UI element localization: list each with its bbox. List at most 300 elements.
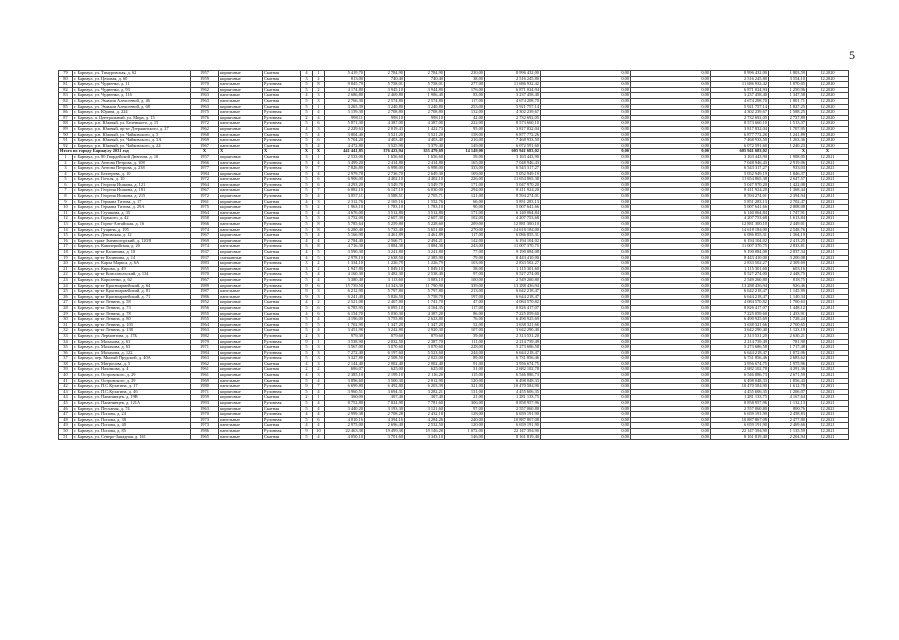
- table-cell: 13 288 436,94: [711, 283, 769, 289]
- table-cell: 800,76: [769, 406, 807, 412]
- table-cell: 0,00: [631, 104, 711, 110]
- table-cell: 3 884,30: [405, 244, 445, 250]
- table-cell: 0,00: [631, 110, 711, 116]
- table-cell: 1959: [191, 395, 219, 401]
- table-cell: 4 167,64: [769, 395, 807, 401]
- table-cell: 5: [301, 222, 313, 228]
- table-cell: 5: [301, 350, 313, 356]
- table-cell: 8: [313, 222, 325, 228]
- table-cell: 4: [301, 300, 313, 306]
- table-cell: 4 402,10: [365, 177, 405, 183]
- table-cell: 0,00: [541, 384, 631, 390]
- table-cell: 6 546 886,73: [711, 373, 769, 379]
- table-cell: 0,00: [631, 76, 711, 82]
- table-cell: 6 490 925,69: [711, 317, 769, 323]
- table-cell: Скатная: [263, 216, 301, 222]
- table-cell: г. Барнаул, пр-кт Калинина, д. 14: [73, 255, 191, 261]
- table-cell: 2 214 739,49: [485, 339, 541, 345]
- table-cell: 165,00: [445, 160, 485, 166]
- table-cell: 4 674 208,70: [485, 98, 541, 104]
- table-cell: 11 686 932,42: [485, 82, 541, 88]
- table-cell: 12.2021: [807, 227, 849, 233]
- table-cell: 4: [313, 406, 325, 412]
- table-cell: 1 803,59: [769, 71, 807, 77]
- table-cell: 3 554,10: [769, 76, 807, 82]
- table-cell: 12.2020: [807, 121, 849, 127]
- table-cell: 3 694,31: [365, 389, 405, 395]
- table-cell: 4 387,00: [365, 121, 405, 127]
- table-cell: 1952: [191, 300, 219, 306]
- table-cell: 1957: [191, 71, 219, 77]
- table-cell: 5: [301, 104, 313, 110]
- table-cell: 7: [59, 188, 73, 194]
- table-cell: г. Барнаул, ул. Папанинцев, д. 121А: [73, 401, 191, 407]
- table-cell: 3 163 443,90: [711, 154, 769, 160]
- table-cell: 13 288 436,94: [485, 283, 541, 289]
- table-cell: панельные: [219, 417, 263, 423]
- table-cell: г. Барнаул, пр-кт Ленина, д. 138: [73, 328, 191, 334]
- table-cell: 44: [59, 395, 73, 401]
- table-cell: 4: [313, 317, 325, 323]
- table-cell: 6 731 856,46: [711, 356, 769, 362]
- table-cell: 15 739,50: [325, 283, 365, 289]
- table-cell: 0,00: [631, 188, 711, 194]
- table-cell: 4 403,40: [365, 138, 405, 144]
- table-cell: 5: [301, 171, 313, 177]
- table-cell: 10: [59, 205, 73, 211]
- table-cell: 1983: [191, 261, 219, 267]
- table-cell: г. Барнаул, ул. Папанинцев, д. 19В: [73, 395, 191, 401]
- table-cell: 12.2021: [807, 345, 849, 351]
- table-cell: 8 594 274,01: [485, 194, 541, 200]
- table-cell: 5: [301, 138, 313, 144]
- table-cell: кирпичные: [219, 401, 263, 407]
- table-cell: 1967: [191, 277, 219, 283]
- table-cell: 0,00: [631, 412, 711, 418]
- table-cell: 0,00: [631, 429, 711, 435]
- table-cell: 2 144,40: [325, 361, 365, 367]
- table-cell: 5 273 686,58: [485, 345, 541, 351]
- table-cell: 1 717,48: [769, 345, 807, 351]
- table-cell: 0,00: [541, 395, 631, 401]
- table-cell: 740,40: [365, 76, 405, 82]
- table-cell: Скатная: [263, 300, 301, 306]
- table-cell: Скатная: [263, 266, 301, 272]
- table-cell: г. Барнаул, ул. Тимуровская, д. 62: [73, 71, 191, 77]
- table-cell: 4: [301, 238, 313, 244]
- table-cell: 0,00: [541, 417, 631, 423]
- table-cell: 277,00: [445, 82, 485, 88]
- table-cell: г. Барнаул, ул. Попова, д. 24: [73, 412, 191, 418]
- table-cell: 4 461,89: [365, 233, 405, 239]
- table-cell: 2 708,28: [365, 412, 405, 418]
- table-cell: 4: [313, 423, 325, 429]
- table-cell: г. Барнаул, ул. Северо-Западная, д. 161: [73, 434, 191, 440]
- table-cell: г. Барнаул, р.п. Южный, ул. Беленького, д. 15: [73, 121, 191, 127]
- table-cell: 5: [301, 210, 313, 216]
- table-cell: 2 394,94: [769, 194, 807, 200]
- table-cell: г. Барнаул, ул. Малахова, д. 61: [73, 339, 191, 345]
- table-cell: 1 612,78: [769, 384, 807, 390]
- table-cell: 6 095,10: [365, 305, 405, 311]
- table-cell: 14 618 184,00: [711, 227, 769, 233]
- table-cell: 1961: [191, 373, 219, 379]
- table-cell: 22: [59, 272, 73, 278]
- table-cell: 0,00: [541, 333, 631, 339]
- table-cell: 0,00: [541, 233, 631, 239]
- table-cell: 149,00: [445, 143, 485, 149]
- table-cell: 2 312,76: [325, 199, 365, 205]
- table-cell: 0,00: [541, 222, 631, 228]
- table-cell: 0,00: [541, 272, 631, 278]
- table-cell: 213,00: [445, 289, 485, 295]
- table-cell: 0,00: [541, 98, 631, 104]
- table-cell: 90: [59, 132, 73, 138]
- table-cell: 117,00: [445, 233, 485, 239]
- table-cell: 1 263,36: [769, 138, 807, 144]
- table-cell: 0,00: [631, 322, 711, 328]
- table-cell: 6: [313, 417, 325, 423]
- table-cell: кирпичные: [219, 87, 263, 93]
- table-cell: 2 705,71: [405, 194, 445, 200]
- table-cell: 6 212,90: [325, 289, 365, 295]
- table-cell: 4: [313, 378, 325, 384]
- table-cell: 2 116,20: [405, 373, 445, 379]
- table-cell: 0,00: [541, 401, 631, 407]
- table-cell: 8 443 410,00: [485, 255, 541, 261]
- table-cell: 3 956 674,75: [711, 361, 769, 367]
- table-cell: 1962: [191, 361, 219, 367]
- table-cell: 3 804,40: [325, 132, 365, 138]
- table-cell: 5 826,50: [365, 294, 405, 300]
- table-cell: 5: [301, 378, 313, 384]
- table-cell: 0,00: [631, 171, 711, 177]
- table-cell: 5: [301, 227, 313, 233]
- table-cell: г. Барнаул, ул. П.С.Кулагина, д. 46: [73, 389, 191, 395]
- table-cell: 12.2020: [807, 93, 849, 99]
- table-cell: 12.2021: [807, 395, 849, 401]
- table-cell: 21,00: [445, 395, 485, 401]
- table-cell: 2 683,62: [769, 356, 807, 362]
- table-cell: г. Барнаул, пер. Мылый Прудской, д. 40А: [73, 356, 191, 362]
- table-cell: 0,00: [541, 244, 631, 250]
- table-cell: 2 647,57: [769, 177, 807, 183]
- table-cell: 0,00: [631, 210, 711, 216]
- table-cell: 0,00: [541, 115, 631, 121]
- table-cell: 1 552,76: [405, 199, 445, 205]
- table-cell: 4 207 753,68: [711, 216, 769, 222]
- table-cell: 0,00: [541, 294, 631, 300]
- table-cell: кирпичные: [219, 311, 263, 317]
- table-cell: 0,00: [631, 356, 711, 362]
- table-cell: 3 242,80: [365, 328, 405, 334]
- table-cell: 3 638 321,66: [485, 322, 541, 328]
- table-cell: 1967: [191, 143, 219, 149]
- table-cell: 1 368,44: [769, 188, 807, 194]
- table-cell: г. Барнаул, ул. Песчаная, д. 74: [73, 406, 191, 412]
- table-cell: г. Барнаул, ул. Антона Петрова, д. 238: [73, 166, 191, 172]
- table-cell: 12.2021: [807, 378, 849, 384]
- table-cell: 146,00: [445, 434, 485, 440]
- table-cell: Рулонная: [263, 294, 301, 300]
- table-cell: 6 644 218,47: [711, 350, 769, 356]
- table-cell: 0,00: [541, 143, 631, 149]
- table-cell: 5: [301, 305, 313, 311]
- table-cell: г. Барнаул, ул. Бехтерева, д. 10: [73, 171, 191, 177]
- table-cell: г. Барнаул, ул. Юрина, д. 224: [73, 110, 191, 116]
- table-cell: 14 343,30: [365, 283, 405, 289]
- table-cell: Рулонная: [263, 350, 301, 356]
- table-cell: 2 784,40: [325, 238, 365, 244]
- table-cell: 0,00: [541, 261, 631, 267]
- table-cell: 5: [313, 255, 325, 261]
- table-cell: 4 455 606,35: [711, 389, 769, 395]
- table-cell: 5 735,40: [365, 227, 405, 233]
- table-cell: кирпичные: [219, 395, 263, 401]
- table-cell: 4 164,35: [405, 305, 445, 311]
- table-cell: 2 313 531,20: [711, 333, 769, 339]
- table-cell: 1 115 301,60: [485, 266, 541, 272]
- table-cell: 226,00: [445, 177, 485, 183]
- table-cell: 270,00: [445, 227, 485, 233]
- table-cell: X: [301, 149, 313, 155]
- table-cell: 12.2020: [807, 87, 849, 93]
- table-cell: 740,40: [405, 76, 445, 82]
- table-cell: 59,00: [445, 154, 485, 160]
- table-cell: 1 250,96: [769, 87, 807, 93]
- table-cell: 1959: [191, 76, 219, 82]
- table-cell: 121,00: [445, 194, 485, 200]
- table-cell: Рулонная: [263, 115, 301, 121]
- table-cell: 2 532,50: [405, 423, 445, 429]
- table-cell: 7 225 059,60: [485, 311, 541, 317]
- table-cell: кирпичные: [219, 412, 263, 418]
- table-cell: 8 161 819,40: [711, 434, 769, 440]
- table-cell: Скатная: [263, 132, 301, 138]
- table-cell: 0,00: [541, 166, 631, 172]
- table-cell: 1966: [191, 160, 219, 166]
- table-cell: 0,00: [541, 429, 631, 435]
- table-cell: 30: [59, 317, 73, 323]
- table-cell: 0,00: [541, 434, 631, 440]
- table-cell: 2 414,80: [365, 160, 405, 166]
- table-cell: 9: [301, 283, 313, 289]
- table-cell: 3 121,60: [405, 406, 445, 412]
- table-cell: 1: [313, 104, 325, 110]
- table-cell: 2 557 060,80: [485, 406, 541, 412]
- capital-repair-table: [58, 70, 849, 440]
- table-cell: 12.2021: [807, 361, 849, 367]
- table-cell: 33: [59, 333, 73, 339]
- table-cell: 83: [59, 93, 73, 99]
- table-cell: 40: [59, 373, 73, 379]
- table-cell: 6 498 048,33: [485, 378, 541, 384]
- table-cell: кирпичные: [219, 367, 263, 373]
- table-cell: 2 557 060,80: [711, 406, 769, 412]
- table-cell: 6 280,40: [325, 227, 365, 233]
- table-cell: 1 846,37: [769, 171, 807, 177]
- table-cell: 1: [313, 154, 325, 160]
- table-cell: 79: [59, 71, 73, 77]
- table-cell: 0,00: [631, 317, 711, 323]
- table-cell: 6 998,00: [405, 166, 445, 172]
- table-cell: 8 527 274,00: [485, 272, 541, 278]
- table-cell: 23: [59, 277, 73, 283]
- table-cell: Рулонная: [263, 429, 301, 435]
- table-cell: 5: [301, 87, 313, 93]
- table-cell: 7: [313, 188, 325, 194]
- table-cell: 6 072 591,60: [711, 143, 769, 149]
- table-cell: Рулонная: [263, 160, 301, 166]
- table-cell: 1937: [191, 250, 219, 256]
- table-cell: 8 996 432,00: [485, 71, 541, 77]
- table-cell: Рулонная: [263, 82, 301, 88]
- table-cell: 10 470 584,90: [711, 384, 769, 390]
- table-cell: Рулонная: [263, 166, 301, 172]
- table-cell: 6 659 191,90: [485, 412, 541, 418]
- table-cell: 12.2021: [807, 373, 849, 379]
- table-cell: 19: [59, 255, 73, 261]
- table-cell: 6: [59, 182, 73, 188]
- table-cell: 1 741,70: [405, 300, 445, 306]
- table-cell: 0,00: [631, 121, 711, 127]
- table-cell: Рулонная: [263, 356, 301, 362]
- table-cell: 5: [301, 434, 313, 440]
- table-cell: 1974: [191, 244, 219, 250]
- table-cell: Скатная: [263, 434, 301, 440]
- table-cell: 2 630,21: [769, 333, 807, 339]
- table-cell: 8 573 660,10: [711, 121, 769, 127]
- table-cell: 1971: [191, 389, 219, 395]
- table-cell: 8 996 432,00: [711, 71, 769, 77]
- table-cell: 86: [59, 110, 73, 116]
- table-cell: 158,00: [445, 132, 485, 138]
- table-cell: 3: [313, 373, 325, 379]
- table-cell: 3 590,30: [325, 250, 365, 256]
- table-cell: 1 347,20: [405, 322, 445, 328]
- table-cell: 12.2021: [807, 317, 849, 323]
- table-cell: 1: [313, 339, 325, 345]
- table-cell: 12.2021: [807, 205, 849, 211]
- table-cell: 91: [59, 138, 73, 144]
- table-cell: 3: [313, 98, 325, 104]
- table-cell: Рулонная: [263, 194, 301, 200]
- table-cell: 120,00: [445, 423, 485, 429]
- table-cell: кирпичные: [219, 233, 263, 239]
- table-cell: 11 790,90: [405, 283, 445, 289]
- table-cell: 12.2021: [807, 406, 849, 412]
- table-cell: 8: [59, 194, 73, 200]
- table-cell: 14: [59, 227, 73, 233]
- table-cell: 1 241,89: [769, 132, 807, 138]
- table-cell: 0,00: [541, 361, 631, 367]
- table-cell: 2 002,40: [365, 361, 405, 367]
- table-cell: 0,00: [631, 149, 711, 155]
- table-cell: 4 402,10: [405, 177, 445, 183]
- table-cell: 3: [313, 93, 325, 99]
- table-cell: 5: [301, 233, 313, 239]
- table-cell: 12.2021: [807, 250, 849, 256]
- table-cell: 209,00: [445, 222, 485, 228]
- table-cell: 0,00: [541, 121, 631, 127]
- table-cell: 6 030,00: [405, 188, 445, 194]
- table-cell: 1: [59, 154, 73, 160]
- table-cell: 12 881 300,10: [711, 222, 769, 228]
- table-cell: 3 083,10: [405, 277, 445, 283]
- table-cell: 10: [313, 429, 325, 435]
- table-cell: 97,00: [445, 406, 485, 412]
- table-cell: 9 845,79: [325, 82, 365, 88]
- table-cell: 0,00: [631, 160, 711, 166]
- table-cell: 12.2021: [807, 233, 849, 239]
- table-cell: X: [263, 149, 301, 155]
- table-cell: 6 147,10: [365, 188, 405, 194]
- table-cell: 1977: [191, 166, 219, 172]
- table-cell: 0,00: [541, 283, 631, 289]
- table-cell: 1993: [191, 401, 219, 407]
- table-cell: 5 921 757,14: [485, 104, 541, 110]
- table-cell: 5: [301, 98, 313, 104]
- table-cell: 1 226,79: [405, 261, 445, 267]
- table-cell: 2 516 245,80: [711, 76, 769, 82]
- table-cell: 2 833 502,27: [485, 261, 541, 267]
- table-cell: 12.2021: [807, 277, 849, 283]
- table-cell: 3 884,30: [365, 244, 405, 250]
- table-cell: 4: [313, 171, 325, 177]
- table-cell: 4: [313, 389, 325, 395]
- table-cell: Рулонная: [263, 177, 301, 183]
- table-cell: 4 291,36: [769, 367, 807, 373]
- table-cell: кирпичные: [219, 205, 263, 211]
- table-cell: кирпичные: [219, 104, 263, 110]
- table-cell: 1 422,73: [405, 126, 445, 132]
- table-cell: 10 887 867,08: [485, 417, 541, 423]
- table-cell: 142,00: [445, 238, 485, 244]
- table-cell: 1 281 133,75: [485, 395, 541, 401]
- table-cell: 52,00: [445, 322, 485, 328]
- table-cell: г. Барнаул, ул. П.С.Кулагина, д. 17: [73, 384, 191, 390]
- table-cell: 4: [301, 199, 313, 205]
- page-number: 5: [849, 48, 855, 62]
- table-cell: 2 574,80: [365, 98, 405, 104]
- table-cell: 12.2021: [807, 194, 849, 200]
- table-cell: 5: [301, 110, 313, 116]
- table-cell: 109,00: [445, 171, 485, 177]
- table-cell: 605 941 683,02: [711, 149, 769, 155]
- table-cell: кирпичные: [219, 350, 263, 356]
- table-cell: 2 732 692,05: [485, 115, 541, 121]
- table-cell: 29: [59, 311, 73, 317]
- table-cell: 1 206,07: [769, 389, 807, 395]
- table-cell: Рулонная: [263, 121, 301, 127]
- table-cell: 0,00: [541, 138, 631, 144]
- table-cell: 0,00: [631, 261, 711, 267]
- table-cell: 12.2021: [807, 356, 849, 362]
- table-cell: 4 302 239,67: [485, 110, 541, 116]
- table-cell: кирпичные: [219, 406, 263, 412]
- table-cell: 0,00: [631, 333, 711, 339]
- table-cell: 2 999,38: [325, 412, 365, 418]
- table-cell: 2 812,90: [405, 378, 445, 384]
- table-cell: г. Барнаул, пр-кт Ленина, д. 103: [73, 322, 191, 328]
- table-cell: 9: [301, 429, 313, 435]
- table-cell: 6 154,70: [325, 311, 365, 317]
- table-cell: 979,30: [325, 333, 365, 339]
- table-cell: 1 433,91: [769, 311, 807, 317]
- table-cell: 1 145,99: [769, 289, 807, 295]
- table-cell: 0,00: [631, 417, 711, 423]
- table-cell: г. Барнаул, пр-кт Ленина, д. 80: [73, 317, 191, 323]
